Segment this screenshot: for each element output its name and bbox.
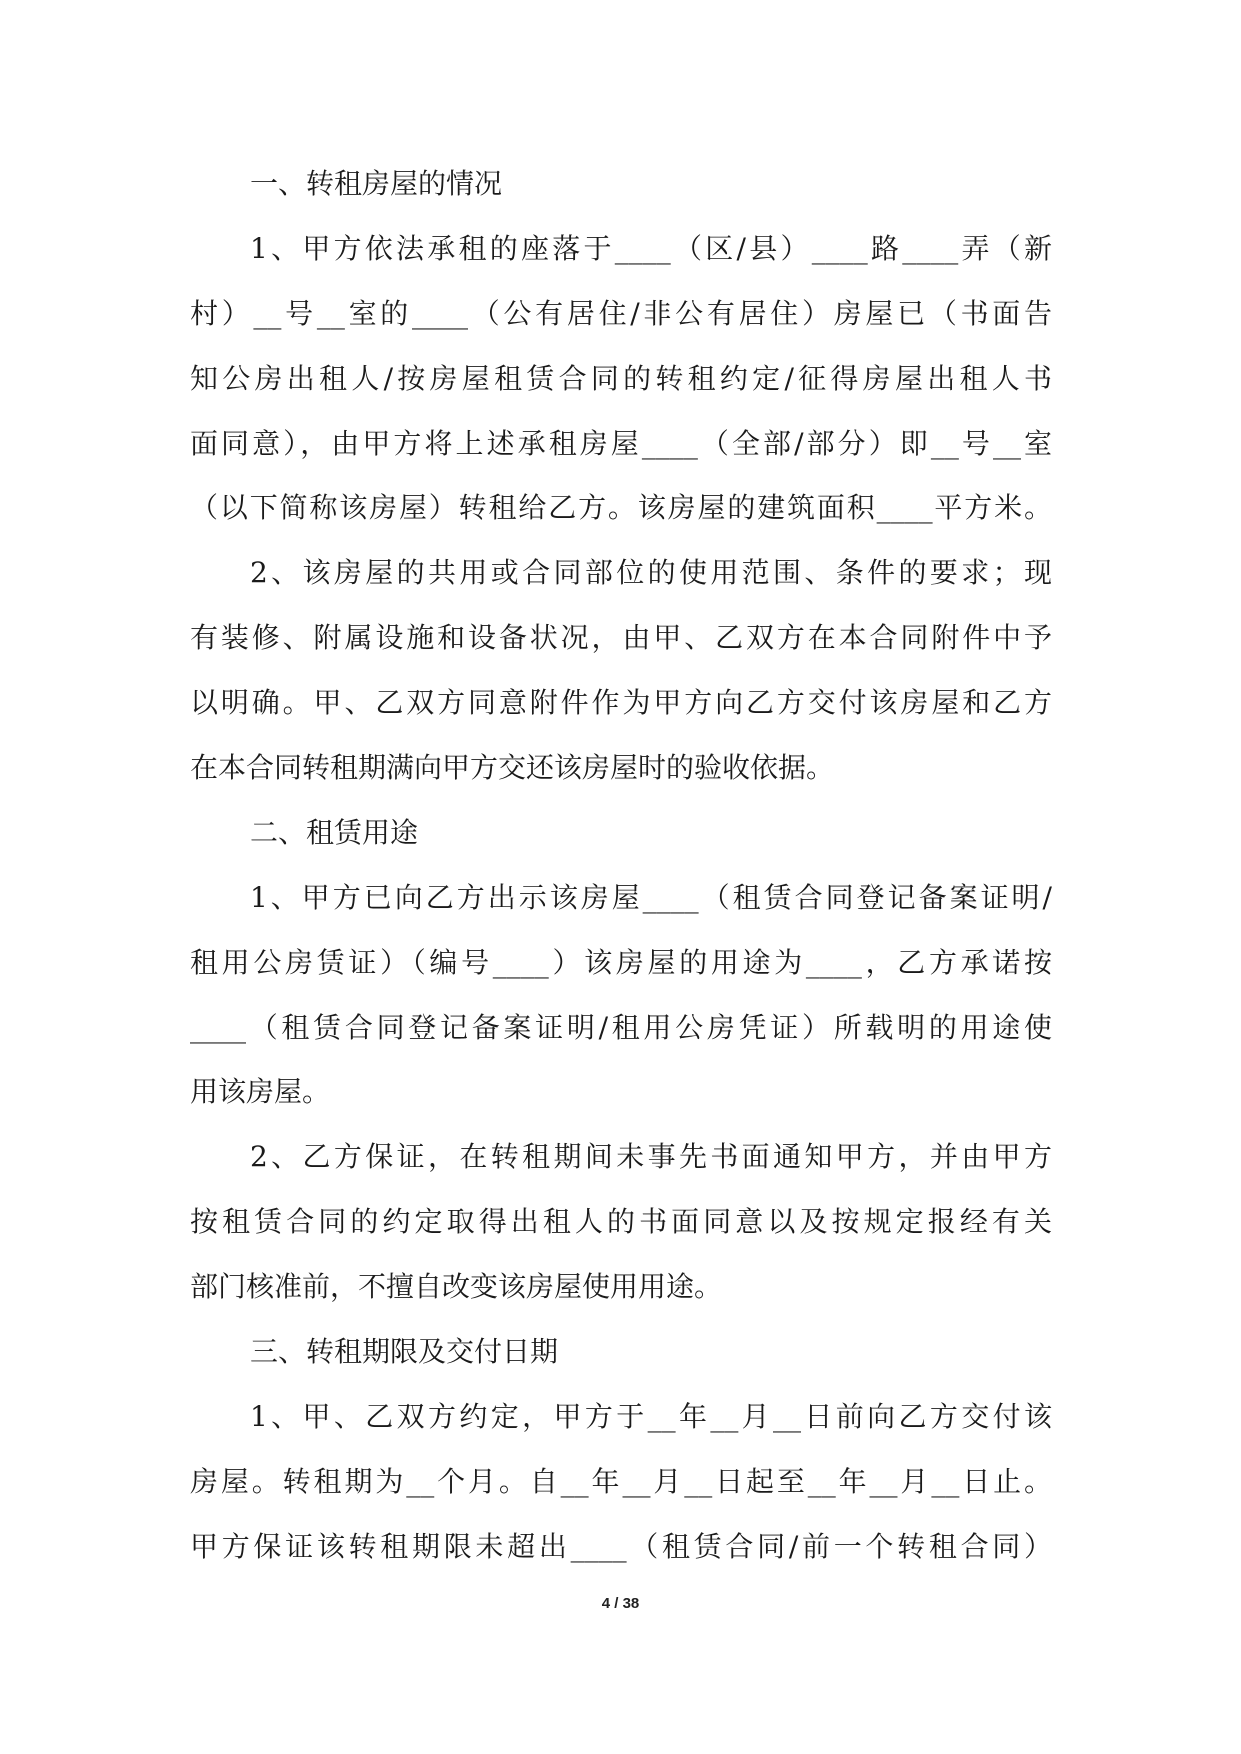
clause-paragraph bbox=[190, 1125, 1052, 1320]
section-heading bbox=[190, 1320, 1052, 1385]
paragraph-line: 村）__号__室的____（公有居住/非公有居住）房屋已（书面告 bbox=[190, 296, 1052, 330]
paragraph-line: 知公房出租人/按房屋租赁合同的转租约定/征得房屋出租人书 bbox=[190, 361, 1052, 395]
paragraph-line: 在本合同转租期满向甲方交还该房屋时的验收依据。 bbox=[190, 751, 835, 785]
paragraph-line: （以下简称该房屋）转租给乙方。该房屋的建筑面积____平方米。 bbox=[190, 491, 1052, 525]
paragraph-line: 房屋。转租期为__个月。自__年__月__日起至__年__月__日止。 bbox=[190, 1464, 1052, 1498]
paragraph-line: 2、乙方保证，在转租期间未事先书面通知甲方，并由甲方 bbox=[250, 1140, 1052, 1174]
section-heading bbox=[190, 152, 1052, 217]
page-number: 4 / 38 bbox=[601, 1595, 640, 1612]
paragraph-line: 面同意），由甲方将上述承租房屋____（全部/部分）即__号__室 bbox=[190, 426, 1052, 460]
heading-line: 一、转租房屋的情况 bbox=[250, 167, 503, 200]
clause-paragraph bbox=[190, 866, 1052, 1126]
paragraph-line: 1、甲方已向乙方出示该房屋____（租赁合同登记备案证明/ bbox=[250, 880, 1052, 914]
paragraph-line: ____（租赁合同登记备案证明/租用公房凭证）所载明的用途使 bbox=[190, 1010, 1052, 1044]
clause-paragraph bbox=[190, 217, 1052, 541]
paragraph-line: 甲方保证该转租期限未超出____（租赁合同/前一个转租合同） bbox=[190, 1529, 1052, 1563]
heading-line: 二、租赁用途 bbox=[250, 815, 419, 849]
paragraph-line: 以明确。甲、乙双方同意附件作为甲方向乙方交付该房屋和乙方 bbox=[190, 686, 1052, 720]
clause-paragraph bbox=[190, 1385, 1052, 1580]
paragraph-line: 1、甲、乙双方约定，甲方于__年__月__日前向乙方交付该 bbox=[250, 1399, 1052, 1433]
document-body bbox=[190, 152, 1052, 1580]
section-heading bbox=[190, 801, 1052, 866]
paragraph-line: 按租赁合同的约定取得出租人的书面同意以及按规定报经有关 bbox=[190, 1205, 1052, 1239]
paragraph-line: 租用公房赁证）（编号____）该房屋的用途为____，乙方承诺按 bbox=[190, 945, 1052, 979]
clause-paragraph bbox=[190, 541, 1052, 801]
paragraph-line: 有装修、附属设施和设备状况，由甲、乙双方在本合同附件中予 bbox=[190, 621, 1052, 655]
paragraph-line: 1、甲方依法承租的座落于____（区/县）____路____弄（新 bbox=[250, 231, 1052, 265]
paragraph-line: 2、该房屋的共用或合同部位的使用范围、条件的要求；现 bbox=[250, 556, 1052, 590]
heading-line: 三、转租期限及交付日期 bbox=[250, 1335, 559, 1369]
paragraph-line: 部门核准前，不擅自改变该房屋使用用途。 bbox=[190, 1270, 723, 1304]
paragraph-line: 用该房屋。 bbox=[190, 1075, 331, 1109]
